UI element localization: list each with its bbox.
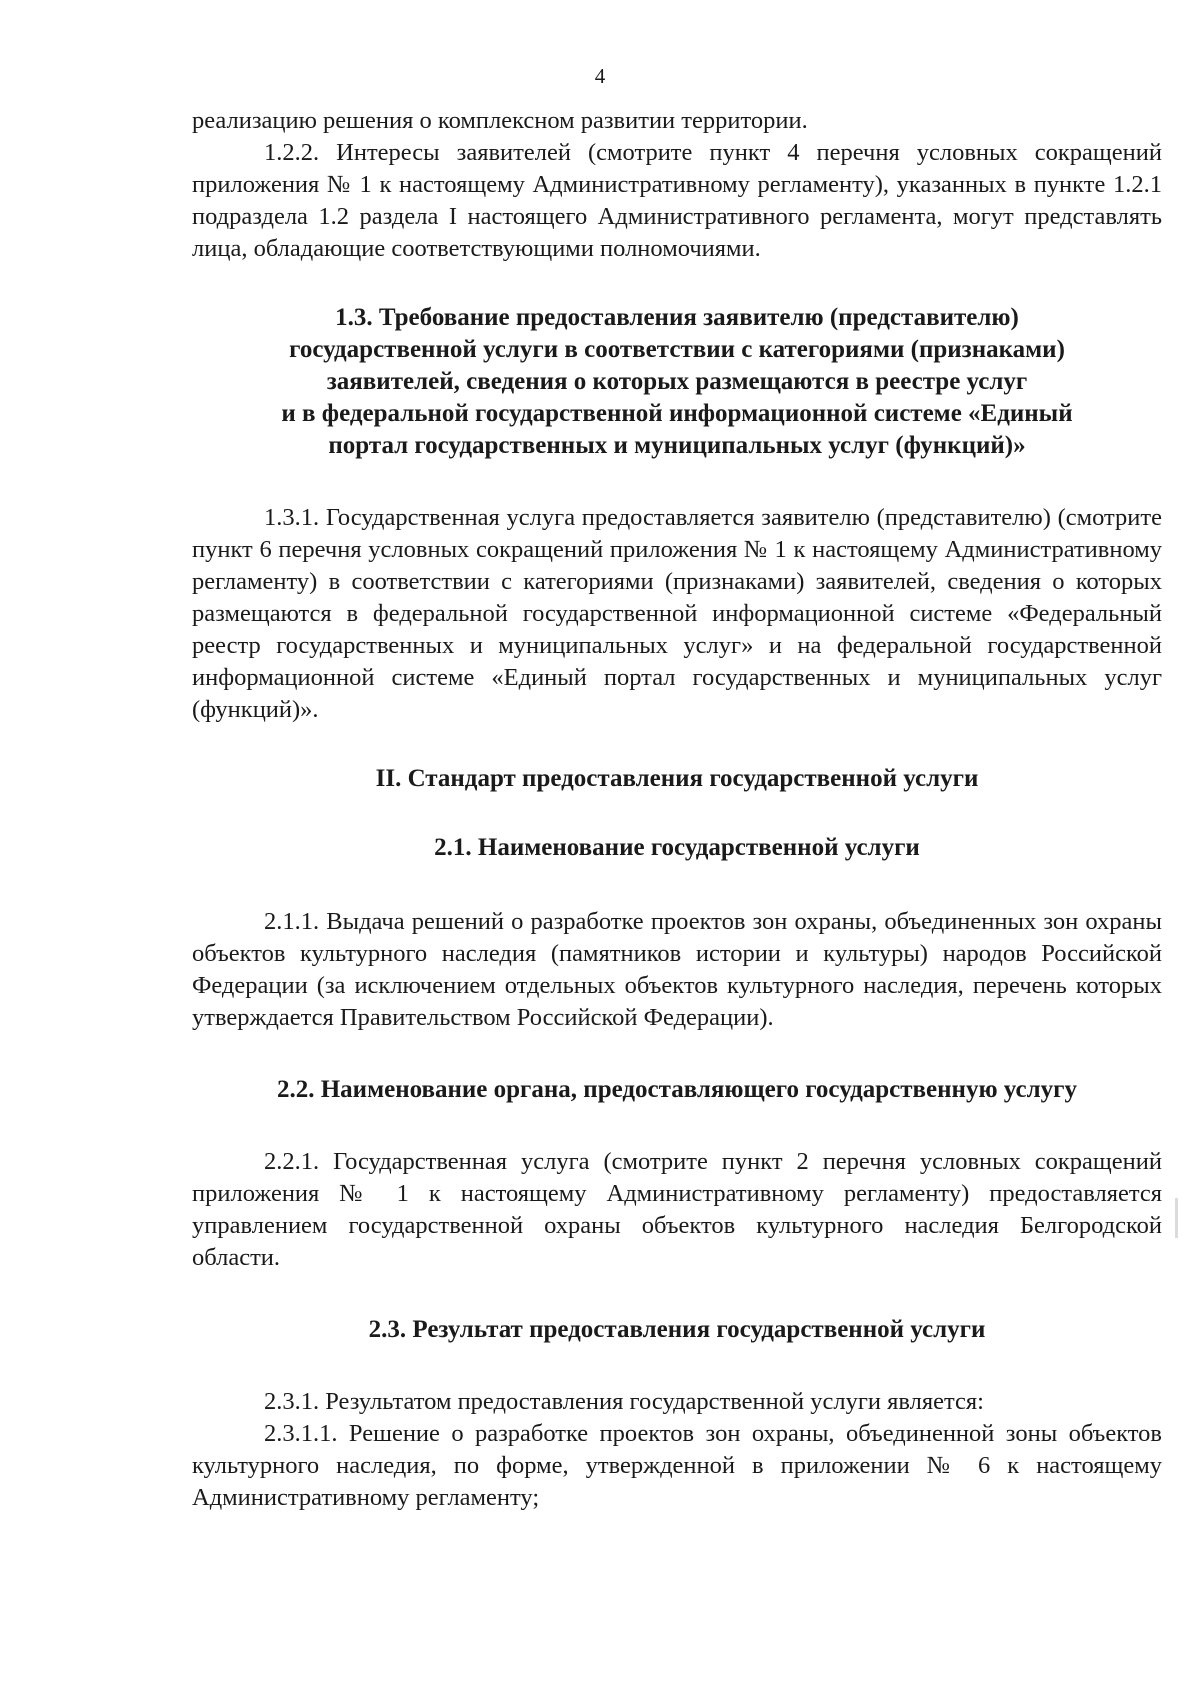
heading-1-3-line-3: заявителей, сведения о которых размещаются в реестре услуг — [326, 368, 1028, 395]
heading-1-3-line-5: портал государственных и муниципальных услуг (функций)» — [328, 432, 1026, 459]
paragraph-1-2-2: 1.2.2. Интересы заявителей (смотрите пункт 4 перечня условных сокращений приложения № 1 к настоящему Административному регламенту), указанных в пункте 1.2.1 подраздела 1.2 раздела I настоящего Административного регламента, могут представлять лица, обладающие соответствующими полномочиями. — [192, 139, 1162, 262]
heading-1-3 — [192, 302, 1162, 462]
paragraph-2-3-1-1: 2.3.1.1. Решение о разработке проектов зон охраны, объединенной зоны объектов культурного наследия, по форме, утвержденной в приложении № 6 к настоящему Административному регламенту; — [192, 1420, 1162, 1511]
heading-2-3: 2.3. Результат предоставления государственной услуги — [368, 1316, 986, 1343]
scan-artifact — [1175, 1198, 1178, 1238]
paragraph-2-3-1: 2.3.1. Результатом предоставления государственной услуги является: — [264, 1388, 984, 1415]
heading-section-2: II. Стандарт предоставления государственной услуги — [375, 765, 979, 792]
paragraph-continuation: реализацию решения о комплексном развитии территории. — [192, 107, 808, 134]
heading-1-3-line-4: и в федеральной государственной информационной системе «Единый — [281, 400, 1073, 427]
page-number: 4 — [594, 64, 606, 88]
paragraph-2-2-1: 2.2.1. Государственная услуга (смотрите пункт 2 перечня условных сокращений приложения № 1 к настоящему Административному регламенту) предоставляется управлением государственной охраны объектов культурного наследия Белгородской области. — [192, 1148, 1162, 1271]
heading-2-2: 2.2. Наименование органа, предоставляющего государственную услугу — [276, 1076, 1078, 1103]
heading-1-3-line-2: государственной услуги в соответствии с категориями (признаками) — [289, 336, 1065, 363]
heading-2-1: 2.1. Наименование государственной услуги — [434, 834, 920, 861]
document-body — [192, 105, 1162, 1514]
paragraph-1-3-1: 1.3.1. Государственная услуга предоставляется заявителю (представителю) (смотрите пункт 6 перечня условных сокращений приложения № 1 к настоящему Административному регламенту) в соответствии с категориями (признаками) заявителей, сведения о которых размещаются в федеральной государственной информационной системе «Федеральный реестр государственных и муниципальных услуг» и на федеральной государственной информационной системе «Единый портал государственных и муниципальных услуг (функций)». — [192, 504, 1162, 723]
heading-1-3-line-1: 1.3. Требование предоставления заявителю (представителю) — [335, 304, 1019, 331]
paragraph-2-1-1: 2.1.1. Выдача решений о разработке проектов зон охраны, объединенных зон охраны объектов культурного наследия (памятников истории и культуры) народов Российской Федерации (за исключением отдельных объектов культурного наследия, перечень которых утверждается Правительством Российской Федерации). — [192, 908, 1162, 1031]
